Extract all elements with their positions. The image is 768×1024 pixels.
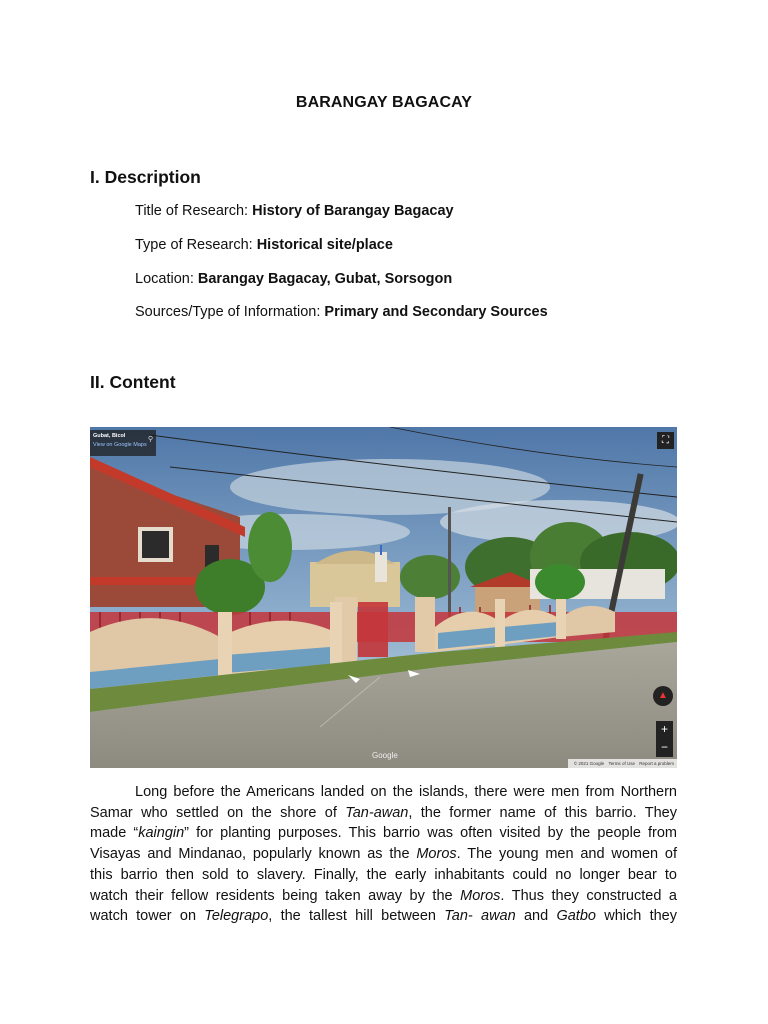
paragraph-line: watch tower on Telegrapo, the tallest hill between Tan- awan and Gatbo which they — [90, 908, 677, 925]
paragraph-line: Visayas and Mindanao, popularly known as the Moros. The young men and women of — [90, 846, 678, 863]
paragraph-line: this barrio then sold to slavery. Finally, the early inhabitants could no longer bear to — [90, 866, 677, 883]
compass-icon[interactable]: ▲ — [653, 686, 673, 706]
zoom-out-button[interactable]: − — [660, 740, 668, 754]
location-badge[interactable] — [90, 430, 156, 456]
street-view-photo[interactable] — [90, 427, 677, 768]
section-heading-description: I. Description — [90, 167, 201, 187]
field-value: Primary and Secondary Sources — [324, 304, 548, 320]
field-label: Sources/Type of Information: — [135, 304, 325, 320]
field-label: Title of Research: — [135, 203, 253, 219]
zoom-control — [656, 721, 673, 757]
zoom-in-button[interactable]: + — [660, 722, 668, 736]
paragraph-line: Samar who settled on the shore of Tan-awan, the former name of this barrio. They — [90, 804, 677, 821]
paragraph-line: made “kaingin” for planting purposes. This barrio was often visited by the people from — [90, 825, 677, 842]
copyright-text: © 2021 Google — [573, 761, 605, 766]
paragraph-line: watch their fellow residents being taken away by the Moros. Thus they constructed a — [90, 887, 677, 904]
map-pin-icon: ⚲ — [147, 436, 153, 443]
google-watermark: Google — [372, 751, 398, 760]
field-type-of-research — [135, 237, 393, 253]
place-label: Gubat, Bicol — [93, 433, 126, 439]
field-location — [135, 271, 452, 287]
street-scene-illustration — [90, 427, 677, 768]
paragraph-line: Long before the Americans landed on the islands, there were men from Northern — [135, 784, 677, 800]
section-heading-content: II. Content — [90, 372, 176, 392]
field-value: Historical site/place — [256, 237, 393, 253]
field-label: Type of Research: — [135, 237, 257, 253]
google-maps-link[interactable]: View on Google Maps — [93, 441, 147, 448]
terms-link[interactable]: Terms of Use — [608, 761, 635, 766]
field-value: Barangay Bagacay, Gubat, Sorsogon — [197, 271, 453, 287]
field-value: History of Barangay Bagacay — [252, 203, 454, 219]
fullscreen-icon[interactable]: ⛶ — [657, 432, 674, 449]
history-paragraph — [90, 782, 677, 927]
field-sources — [135, 304, 548, 320]
report-problem-link[interactable]: Report a problem — [639, 761, 674, 766]
document-title: BARANGAY BAGACAY — [295, 94, 473, 111]
field-label: Location: — [135, 271, 198, 287]
map-footer — [568, 759, 677, 768]
field-title-of-research — [135, 203, 454, 219]
